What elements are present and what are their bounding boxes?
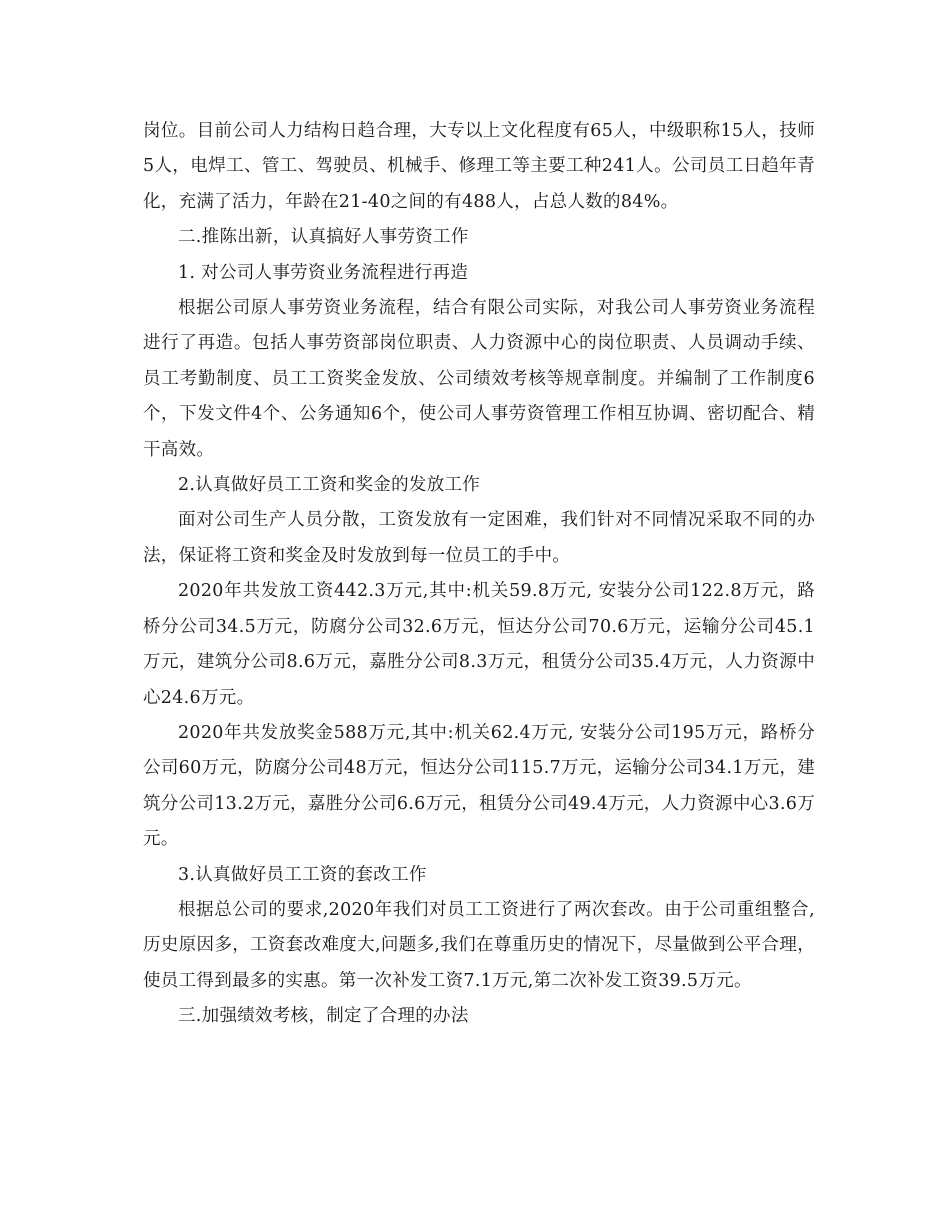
section-heading-3: 三.加强绩效考核，制定了合理的办法 (178, 1006, 469, 1027)
subsection-heading-2-3: 3.认真做好员工工资的套改工作 (178, 864, 427, 885)
paragraph-wage-distribution: 面对公司生产人员分散，工资发放有一定困难，我们针对不同情况采取不同的办法，保证将工资和奖金及时发放到每一位员工的手中。 (143, 510, 815, 566)
subsection-heading-2-2: 2.认真做好员工工资和奖金的发放工作 (178, 475, 481, 496)
paragraph-staff-structure: 岗位。目前公司人力结构日趋合理，大专以上文化程度有65人，中级职称15人，技师5人，电焊工、管工、驾驶员、机械手、修理工等主要工种241人。公司员工日趋年青化，充满了活力，年龄在21-40之间的有488人，占总人数的84%。 (143, 121, 815, 212)
document-body (143, 114, 815, 1035)
paragraph-bonus-2020: 2020年共发放奖金588万元,其中:机关62.4万元, 安装分公司195万元，路桥分公司60万元，防腐分公司48万元，恒达分公司115.7万元，运输分公司34.1万元，建筑分公司13.2万元，嘉胜分公司6.6万元，租赁分公司49.4万元，人力资源中心3.6万元。 (143, 722, 815, 850)
paragraph-process-reengineering: 根据公司原人事劳资业务流程，结合有限公司实际，对我公司人事劳资业务流程进行了再造。包括人事劳资部岗位职责、人力资源中心的岗位职责、人员调动手续、员工考勤制度、员工工资奖金发放、公司绩效考核等规章制度。并编制了工作制度6个，下发文件4个、公务通知6个，使公司人事劳资管理工作相互协调、密切配合、精干高效。 (143, 298, 815, 460)
section-heading-2: 二.推陈出新，认真搞好人事劳资工作 (178, 227, 469, 248)
subsection-heading-2-1: 1. 对公司人事劳资业务流程进行再造 (178, 262, 469, 283)
paragraph-wage-reform: 根据总公司的要求,2020年我们对员工工资进行了两次套改。由于公司重组整合, 历史原因多，工资套改难度大,问题多,我们在尊重历史的情况下，尽量做到公平合理，使员工得到最多的实惠。第一次补发工资7.1万元,第二次补发工资39.5万元。 (143, 899, 815, 991)
paragraph-wages-2020: 2020年共发放工资442.3万元,其中:机关59.8万元, 安装分公司122.8万元，路桥分公司34.5万元，防腐分公司32.6万元，恒达分公司70.6万元，运输分公司45.1万元，建筑分公司8.6万元，嘉胜分公司8.3万元，租赁分公司35.4万元，人力资源中心24.6万元。 (143, 581, 815, 708)
